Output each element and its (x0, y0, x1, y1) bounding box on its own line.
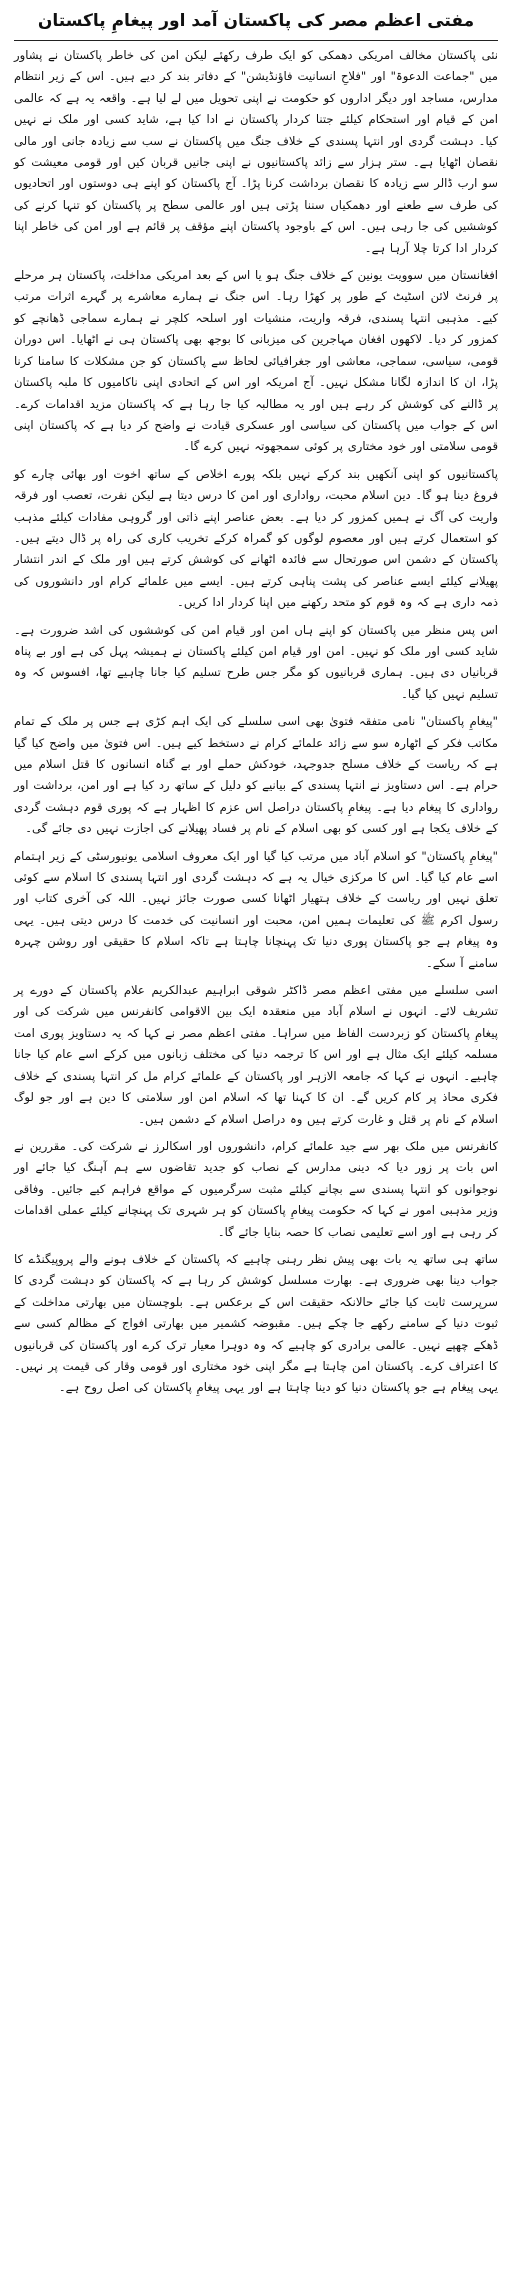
article-paragraph: "پیغامِ پاکستان" نامی متفقہ فتویٰ بھی اسی سلسلے کی ایک اہم کڑی ہے جس پر ملک کے تمام مکاتب فکر کے اٹھارہ سو سے زائد علمائے کرام نے دستخط کیے ہیں۔ اس فتویٰ میں واضح کیا گیا ہے کہ ریاست کے خلاف مسلح جدوجہد، خودکش حملے اور بے گناہ انسانوں کا قتل اسلام میں حرام ہے۔ اس دستاویز نے انتہا پسندی کے بیانیے کو دلیل کے ساتھ رد کیا ہے اور امن، برداشت اور رواداری کا پیغام دیا ہے۔ پیغامِ پاکستان دراصل اس عزم کا اظہار ہے کہ پوری قوم دہشت گردی کے خلاف یکجا ہے اور کسی کو بھی اسلام کے نام پر فساد پھیلانے کی اجازت نہیں دی جائے گی۔ (14, 714, 498, 836)
article-paragraph: "پیغامِ پاکستان" کو اسلام آباد میں مرتب کیا گیا اور ایک معروف اسلامی یونیورسٹی کے زیر اہتمام اسے عام کیا گیا۔ اس کا مرکزی خیال یہ ہے کہ دہشت گردی اور انتہا پسندی کا اسلام سے کوئی تعلق نہیں اور ریاست کے خلاف ہتھیار اٹھانا کسی صورت جائز نہیں۔ اللہ کی آخری کتاب اور رسول اکرم ﷺ کی تعلیمات ہمیں امن، محبت اور انسانیت کی خدمت کا درس دیتی ہیں۔ یہی وہ پیغام ہے جو پاکستان پوری دنیا تک پہنچانا چاہتا ہے تاکہ اسلام کا حقیقی اور روشن چہرہ سامنے آ سکے۔ (14, 848, 498, 970)
article-title: مفتی اعظم مصر کی پاکستان آمد اور پیغامِ پاکستان (14, 6, 498, 41)
article-paragraph: افغانستان میں سوویت یونین کے خلاف جنگ ہو یا اس کے بعد امریکی مداخلت، پاکستان ہر مرحلے پر فرنٹ لائن اسٹیٹ کے طور پر کھڑا رہا۔ اس جنگ نے ہمارے معاشرے پر گہرے اثرات مرتب کیے۔ مذہبی انتہا پسندی، فرقہ واریت، منشیات اور اسلحہ کلچر نے ہمارے سماجی ڈھانچے کو کمزور کر دیا۔ لاکھوں افغان مہاجرین کی میزبانی کا بوجھ بھی پاکستان ہی نے اٹھایا۔ اس دوران قومی، سیاسی، سماجی، معاشی اور جغرافیائی لحاظ سے پاکستان کو جن مشکلات کا سامنا کرنا پڑا، ان کا اندازہ لگانا مشکل نہیں۔ آج امریکہ اور اس کے اتحادی اپنی ناکامیوں کا ملبہ پاکستان پر ڈالنے کی کوشش کر رہے ہیں اور یہ مطالبہ کیا جا رہا ہے کہ پاکستان مزید اقدامات کرے۔ اس کے جواب میں پاکستان کی سیاسی اور عسکری قیادت نے واضح کر دیا ہے کہ پاکستان اپنی قومی سلامتی اور خود مختاری پر کوئی سمجھوتہ نہیں کرے گا۔ (14, 268, 498, 454)
article-paragraph: نئی پاکستان مخالف امریکی دھمکی کو ایک طرف رکھئے لیکن امن کی خاطر پاکستان نے پشاور میں "جماعت الدعوۃ" اور "فلاحِ انسانیت فاؤنڈیشن" کے دفاتر بند کر دیے ہیں۔ اس کے زیر انتظام مدارس، مساجد اور دیگر اداروں کو حکومت نے اپنی تحویل میں لے لیا ہے۔ واقعہ یہ ہے کہ عالمی امن کے قیام اور استحکام کیلئے جتنا کردار پاکستان نے ادا کیا ہے، شاید کسی اور ملک نے نہیں کیا۔ دہشت گردی اور انتہا پسندی کے خلاف جنگ میں پاکستان نے سب سے زیادہ جانی اور مالی نقصان اٹھایا ہے۔ ستر ہزار سے زائد پاکستانیوں نے اپنی جانیں قربان کیں اور قومی معیشت کو سو ارب ڈالر سے زیادہ کا نقصان برداشت کرنا پڑا۔ آج پاکستان کو اپنے ہی دوستوں اور اتحادیوں کی طرف سے طعنے اور دھمکیاں سننا پڑتی ہیں اور عالمی سطح پر پاکستان کو تنہا کرنے کی کوششیں کی جا رہی ہیں۔ اس کے باوجود پاکستان اپنے مؤقف پر قائم ہے اور امن کی خاطر اپنا کردار ادا کرتا چلا آرہا ہے۔ (14, 48, 498, 255)
article-paragraph: پاکستانیوں کو اپنی آنکھیں بند کرکے نہیں بلکہ پورے اخلاص کے ساتھ اخوت اور بھائی چارے کو فروغ دینا ہو گا۔ دین اسلام محبت، رواداری اور امن کا درس دیتا ہے لیکن نفرت، تعصب اور فرقہ واریت کی آگ نے ہمیں کمزور کر دیا ہے۔ بعض عناصر اپنے ذاتی اور گروہی مفادات کیلئے مذہب کو استعمال کرتے ہیں اور معصوم لوگوں کو گمراہ کرکے تخریب کاری کی راہ پر ڈال دیتے ہیں۔ پاکستان کے دشمن اس صورتحال سے فائدہ اٹھانے کی کوشش کرتے ہیں اور ملک کے اندر انتشار پھیلانے کیلئے ایسے عناصر کی پشت پناہی کرتے ہیں۔ ایسے میں علمائے کرام اور دانشوروں کی ذمہ داری ہے کہ وہ قوم کو متحد رکھنے میں اپنا کردار ادا کریں۔ (14, 466, 498, 610)
article-paragraph: کانفرنس میں ملک بھر سے جید علمائے کرام، دانشوروں اور اسکالرز نے شرکت کی۔ مقررین نے اس بات پر زور دیا کہ دینی مدارس کے نصاب کو جدید تقاضوں سے ہم آہنگ کیا جائے اور نوجوانوں کو انتہا پسندی سے بچانے کیلئے مثبت سرگرمیوں کے مواقع فراہم کیے جائیں۔ وفاقی وزیر مذہبی امور نے کہا کہ حکومت پیغامِ پاکستان کو ہر شہری تک پہنچانے کیلئے عملی اقدامات کر رہی ہے اور اسے تعلیمی نصاب کا حصہ بنایا جائے گا۔ (14, 1138, 498, 1239)
article-body (14, 45, 498, 1399)
article-paragraph: اس پس منظر میں پاکستان کو اپنے ہاں امن اور قیام امن کی کوششوں کی اشد ضرورت ہے۔ شاید کسی اور ملک کو نہیں۔ امن اور قیام امن کیلئے پاکستان نے ہمیشہ پہل کی ہے اور بے پناہ قربانیاں دی ہیں۔ ہماری قربانیوں کو مگر جس طرح تسلیم کیا جانا چاہیے تھا، افسوس کہ وہ تسلیم نہیں کیا گیا۔ (14, 622, 498, 701)
article-paragraph: ساتھ ہی ساتھ یہ بات بھی پیش نظر رہنی چاہیے کہ پاکستان کے خلاف ہونے والے پروپیگنڈے کا جواب دینا بھی ضروری ہے۔ بھارت مسلسل کوشش کر رہا ہے کہ پاکستان کو دہشت گردی کا سرپرست ثابت کیا جائے حالانکہ حقیقت اس کے برعکس ہے۔ بلوچستان میں بھارتی مداخلت کے ثبوت دنیا کے سامنے رکھے جا چکے ہیں۔ مقبوضہ کشمیر میں بھارتی افواج کے مظالم کسی سے ڈھکے چھپے نہیں۔ عالمی برادری کو چاہیے کہ وہ دوہرا معیار ترک کرے اور پاکستان کی قربانیوں کا اعتراف کرے۔ پاکستان امن چاہتا ہے مگر اپنی خود مختاری اور قومی وقار کی قیمت پر نہیں۔ یہی پیغام ہے جو پاکستان دنیا کو دینا چاہتا ہے اور یہی پیغامِ پاکستان کی اصل روح ہے۔ (14, 1251, 498, 1395)
article-paragraph: اسی سلسلے میں مفتی اعظم مصر ڈاکٹر شوقی ابراہیم عبدالکریم علام پاکستان کے دورے پر تشریف لائے۔ انہوں نے اسلام آباد میں منعقدہ ایک بین الاقوامی کانفرنس میں شرکت کی اور پیغامِ پاکستان کو زبردست الفاظ میں سراہا۔ مفتی اعظم مصر نے کہا کہ یہ دستاویز پوری امت مسلمہ کیلئے ایک مثال ہے اور اس کا ترجمہ دنیا کی مختلف زبانوں میں کرکے اسے عام کیا جانا چاہیے۔ انہوں نے کہا کہ جامعہ الازہر اور پاکستان کے علمائے کرام مل کر انتہا پسندی کے خلاف فکری محاذ پر کام کریں گے۔ ان کا کہنا تھا کہ اسلام امن اور سلامتی کا دین ہے اور جو لوگ اسلام کے نام پر قتل و غارت کرتے ہیں وہ دراصل اسلام کے دشمن ہیں۔ (14, 983, 498, 1126)
